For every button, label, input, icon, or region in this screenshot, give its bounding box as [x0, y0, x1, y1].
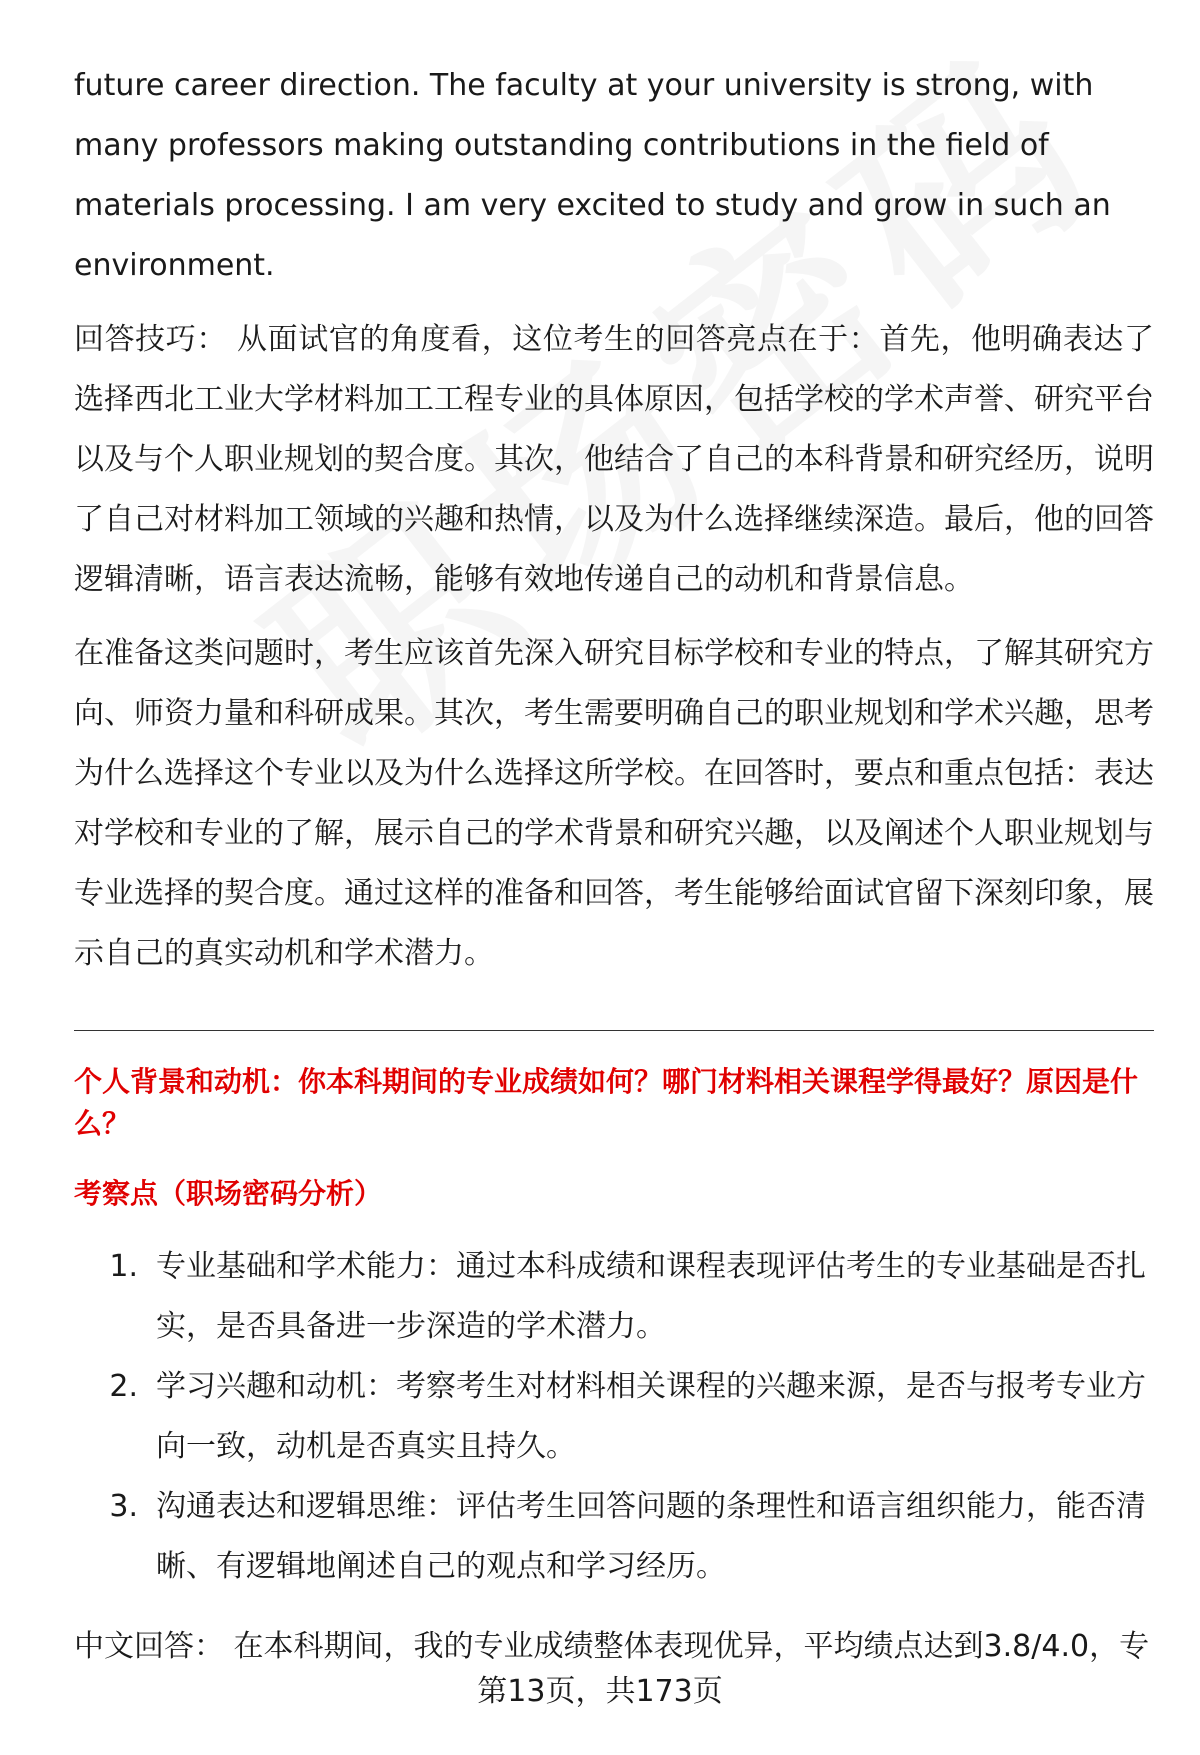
- prep-paragraph: 在准备这类问题时，考生应该首先深入研究目标学校和专业的特点，了解其研究方向、师资力量和科研成果。其次，考生需要明确自己的职业规划和学术兴趣，思考为什么选择这个专业以及为什么选择这所学校。在回答时，要点和重点包括：表达对学校和专业的了解，展示自己的学术背景和研究兴趣，以及阐述个人职业规划与专业选择的契合度。通过这样的准备和回答，考生能够给面试官留下深刻印象，展示自己的真实动机和学术潜力。: [74, 636, 1154, 971]
- list-item-number: 3.: [109, 1489, 138, 1524]
- intro-paragraph: future career direction. The faculty at your university is strong, with many professors making outstanding contributions in the field of materials processing. I am very excited to study and grow in such an environment.: [74, 68, 1111, 283]
- list-item-text: 学习兴趣和动机：考察考生对材料相关课程的兴趣来源，是否与报考专业方向一致，动机是否真实且持久。: [156, 1369, 1146, 1464]
- list-item-number: 2.: [109, 1369, 138, 1404]
- question-heading: 个人背景和动机：你本科期间的专业成绩如何？哪门材料相关课程学得最好？原因是什么？: [74, 1065, 1139, 1140]
- list-item-text: 专业基础和学术能力：通过本科成绩和课程表现评估考生的专业基础是否扎实，是否具备进一步深造的学术潜力。: [156, 1249, 1146, 1344]
- page-number-footer: 第13页，共173页: [477, 1674, 723, 1709]
- tips-paragraph: 回答技巧： 从面试官的角度看，这位考生的回答亮点在于：首先，他明确表达了选择西北工业大学材料加工工程专业的具体原因，包括学校的学术声誉、研究平台以及与个人职业规划的契合度。其次，他结合了自己的本科背景和研究经历，说明了自己对材料加工领域的兴趣和热情，以及为什么选择继续深造。最后，他的回答逻辑清晰，语言表达流畅，能够有效地传递自己的动机和背景信息。: [74, 322, 1154, 597]
- list-item: [74, 1357, 1154, 1477]
- answer-paragraph: 中文回答： 在本科期间，我的专业成绩整体表现优异，平均绩点达到3.8/4.0，专: [74, 1629, 1150, 1664]
- analysis-list: [74, 1237, 1154, 1597]
- section-divider: [74, 1030, 1154, 1031]
- analysis-heading: 考察点（职场密码分析）: [74, 1177, 383, 1210]
- list-item: [74, 1237, 1154, 1357]
- document-page: [74, 56, 1154, 1677]
- list-item: [74, 1477, 1154, 1597]
- list-item-text: 沟通表达和逻辑思维：评估考生回答问题的条理性和语言组织能力，能否清晰、有逻辑地阐述自己的观点和学习经历。: [156, 1489, 1146, 1584]
- list-item-number: 1.: [109, 1249, 138, 1284]
